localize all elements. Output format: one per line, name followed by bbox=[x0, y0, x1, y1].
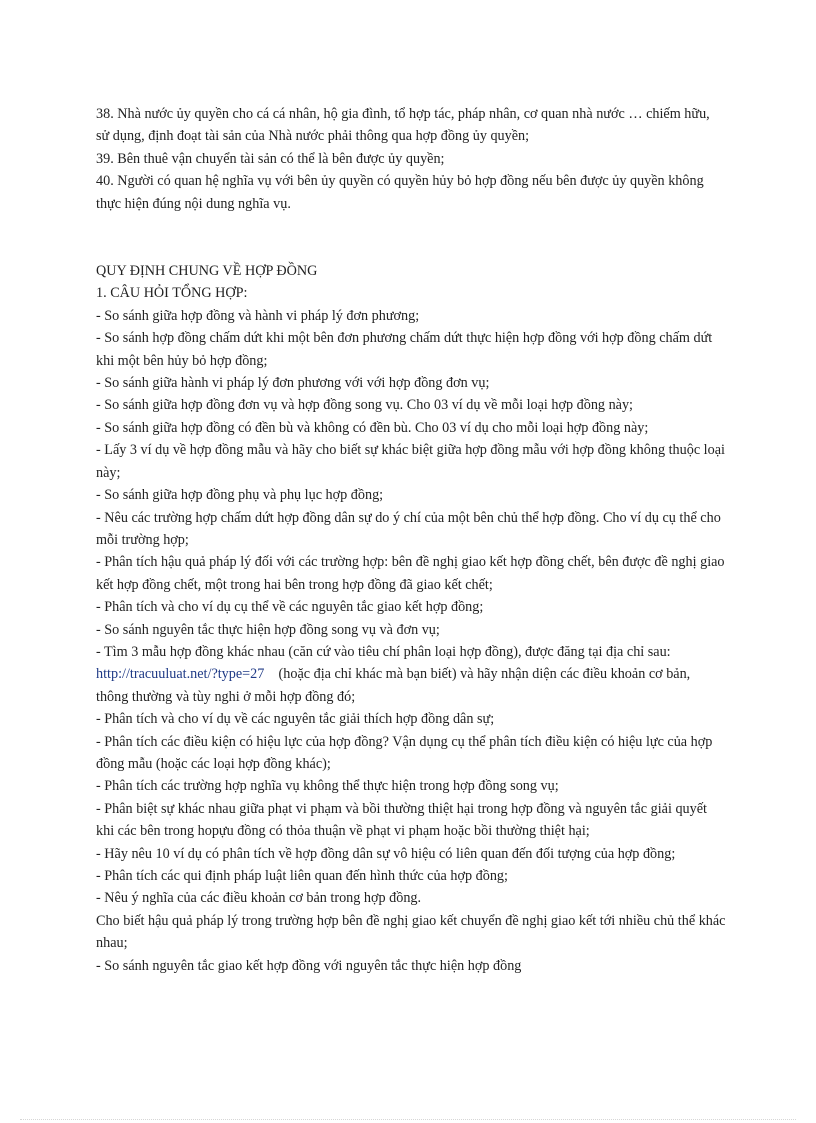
question-item: - Phân tích và cho ví dụ cụ thể về các nguyên tắc giao kết hợp đồng; bbox=[96, 599, 484, 616]
link-item-before: - Tìm 3 mẫu hợp đồng khác nhau (căn cứ vào tiêu chí phân loại hợp đồng), được đăng tại địa chỉ sau: bbox=[96, 643, 671, 660]
question-item: - Nêu các trường hợp chấm dứt hợp đồng dân sự do ý chí của một bên chủ thể hợp đồng. Cho ví dụ cụ thể cho mỗi trường hợp; bbox=[96, 509, 721, 548]
question-item: - So sánh giữa hợp đồng đơn vụ và hợp đồng song vụ. Cho 03 ví dụ về mỗi loại hợp đồng này; bbox=[96, 397, 633, 414]
question-item: - Phân tích các điều kiện có hiệu lực của hợp đồng? Vận dụng cụ thể phân tích điều kiện có hiệu lực của hợp đồng mẫu (hoặc các loại hợp đồng khác); bbox=[96, 733, 713, 772]
question-item-with-link bbox=[96, 641, 726, 708]
document-page bbox=[96, 103, 726, 977]
question-item: - So sánh giữa hợp đồng và hành vi pháp lý đơn phương; bbox=[96, 307, 420, 324]
question-item: - Phân tích và cho ví dụ về các nguyên tắc giải thích hợp đồng dân sự; bbox=[96, 711, 495, 728]
question-item: - So sánh giữa hợp đồng phụ và phụ lục hợp đồng; bbox=[96, 487, 384, 504]
question-item: - Phân tích các qui định pháp luật liên quan đến hình thức của hợp đồng; bbox=[96, 868, 508, 884]
question-item: - Lấy 3 ví dụ về hợp đồng mẫu và hãy cho biết sự khác biệt giữa hợp đồng mẫu với hợp đồng không thuộc loại này; bbox=[96, 442, 725, 481]
question-item: - So sánh nguyên tắc giao kết hợp đồng với nguyên tắc thực hiện hợp đồng bbox=[96, 957, 522, 974]
question-item: Cho biết hậu quả pháp lý trong trường hợp bên đề nghị giao kết chuyển đề nghị giao kết tới nhiều chủ thể khác nhau; bbox=[96, 912, 726, 952]
question-item: - Nêu ý nghĩa của các điều khoản cơ bản trong hợp đồng. bbox=[96, 890, 422, 907]
question-item: - Phân tích các trường hợp nghĩa vụ không thể thực hiện trong hợp đồng song vụ; bbox=[96, 778, 559, 795]
question-item: - Hãy nêu 10 ví dụ có phân tích về hợp đồng dân sự vô hiệu có liên quan đến đối tượng của hợp đồng; bbox=[96, 845, 676, 862]
question-item: - So sánh hợp đồng chấm dứt khi một bên đơn phương chấm dứt thực hiện hợp đồng với hợp đồng chấm dứt khi một bên hủy bỏ hợp đồng; bbox=[96, 330, 713, 369]
question-item: - So sánh nguyên tắc thực hiện hợp đồng song vụ và đơn vụ; bbox=[96, 621, 440, 638]
subsection-title: 1. CÂU HỎI TỔNG HỢP: bbox=[96, 285, 248, 302]
tracuuluat-link[interactable]: http://tracuuluat.net/?type=27 bbox=[96, 666, 265, 683]
question-item: - So sánh giữa hành vi pháp lý đơn phương với với hợp đồng đơn vụ; bbox=[96, 375, 490, 392]
question-item: - So sánh giữa hợp đồng có đền bù và không có đền bù. Cho 03 ví dụ cho mỗi loại hợp đồng này; bbox=[96, 419, 649, 436]
section-title: QUY ĐỊNH CHUNG VỀ HỢP ĐỒNG bbox=[96, 263, 318, 280]
paragraph-39: 39. Bên thuê vận chuyển tài sản có thể là bên được ủy quyền; bbox=[96, 150, 445, 167]
paragraph-40: 40. Người có quan hệ nghĩa vụ với bên ủy quyền có quyền hủy bỏ hợp đồng nếu bên được ủy quyền không thực hiện đúng nội dung nghĩa vụ. bbox=[96, 173, 704, 212]
link-item-after: (hoặc địa chỉ khác mà bạn biết) và hãy nhận diện các điều khoản cơ bản, thông thường và tùy nghi ở mỗi hợp đồng đó; bbox=[96, 666, 694, 705]
section-gap bbox=[96, 215, 726, 260]
question-item: - Phân tích hậu quả pháp lý đối với các trường hợp: bên đề nghị giao kết hợp đồng chết, bên được đề nghị giao kết hợp đồng chết, một trong hai bên trong hợp đồng đã giao kết chết; bbox=[96, 554, 725, 593]
page-bottom-rule bbox=[20, 1119, 796, 1120]
question-item: - Phân biệt sự khác nhau giữa phạt vi phạm và bồi thường thiệt hại trong hợp đồng và nguyên tắc giải quyết khi các bên trong hopựu đồng có thỏa thuận về phạt vi phạm hoặc bồi thường thiệt hại; bbox=[96, 800, 707, 840]
paragraph-38: 38. Nhà nước ủy quyền cho cá cá nhân, hộ gia đình, tổ hợp tác, pháp nhân, cơ quan nhà nước … chiếm hữu, sử dụng, định đoạt tài sản của Nhà nước phải thông qua hợp đồng ủy quyền; bbox=[96, 106, 710, 145]
